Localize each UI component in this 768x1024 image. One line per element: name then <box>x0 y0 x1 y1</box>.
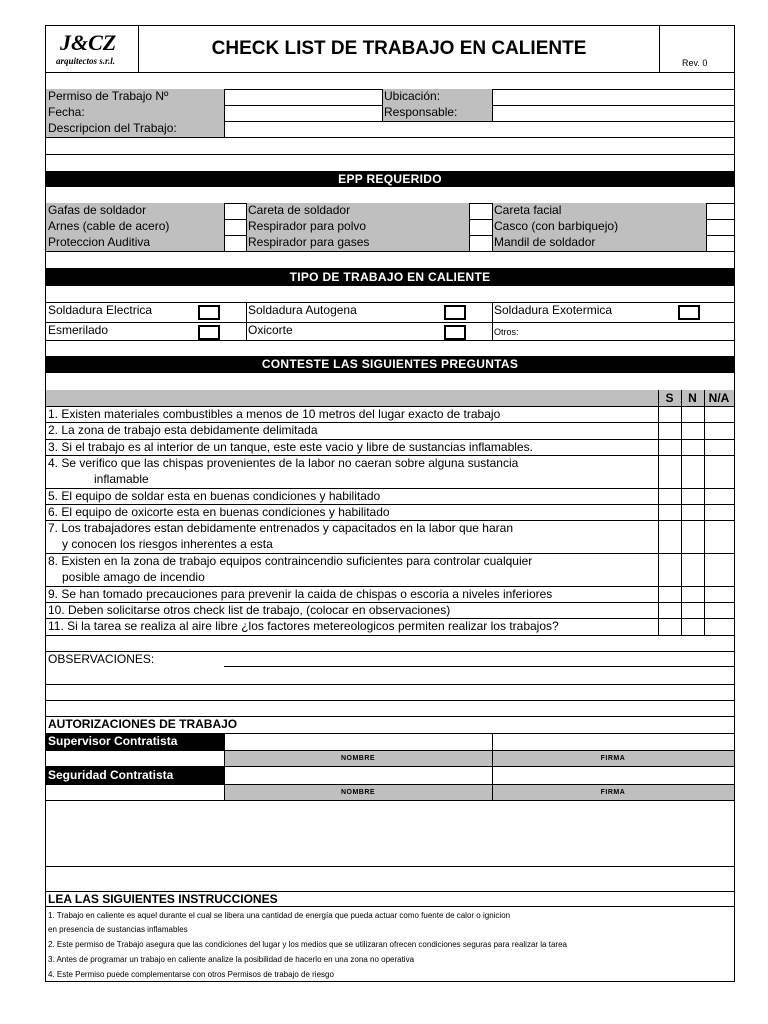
pregunta-text: 9. Se han tomado precauciones para prevenir la caida de chispas o escoria a niveles inferiores <box>48 587 553 601</box>
soldadura-electrica-checkbox[interactable] <box>198 305 220 320</box>
epp-item: Mandil de soldador <box>492 235 706 251</box>
pregunta-text-cont: posible amago de incendio <box>62 570 205 584</box>
observaciones-label: OBSERVACIONES: <box>48 652 155 666</box>
responsable-field[interactable] <box>492 105 734 121</box>
oxicorte-checkbox[interactable] <box>444 325 466 340</box>
page-title: CHECK LIST DE TRABAJO EN CALIENTE <box>138 26 660 72</box>
col-s-header: S <box>665 391 674 405</box>
ubicacion-label: Ubicación: <box>382 89 492 105</box>
pregunta-row <box>46 455 658 488</box>
epp-item: Proteccion Auditiva <box>46 235 224 251</box>
responsable-label: Responsable: <box>382 105 492 121</box>
tipo-item: Esmerilado <box>48 323 109 337</box>
tipo-section-title: TIPO DE TRABAJO EN CALIENTE <box>46 269 734 286</box>
epp-item: Careta facial <box>492 203 706 219</box>
answer-s-column[interactable] <box>658 406 681 635</box>
pregunta-text: 5. El equipo de soldar esta en buenas condiciones y habilitado <box>48 489 381 503</box>
pregunta-text-cont: inflamable <box>94 472 149 486</box>
instruccion-line: en presencia de sustancias inflamables <box>48 925 188 934</box>
pregunta-text: 11. Si la tarea se realiza al aire libre ¿los factores metereologicos permiten realizar los trabajos? <box>48 619 559 633</box>
permiso-label: Permiso de Trabajo Nº <box>46 89 224 105</box>
pregunta-row <box>46 618 658 635</box>
pregunta-row <box>46 504 658 520</box>
seguridad-firma-label: FIRMA <box>492 785 734 800</box>
epp-item: Arnes (cable de acero) <box>46 219 224 235</box>
pregunta-text: 1. Existen materiales combustibles a menos de 10 metros del lugar exacto de trabajo <box>48 407 501 421</box>
pregunta-row <box>46 602 658 618</box>
tipo-item: Soldadura Exotermica <box>494 303 613 317</box>
col-na-header: N/A <box>708 391 730 405</box>
epp-section-title: EPP REQUERIDO <box>46 171 734 187</box>
revision-label: Rev. 0 <box>682 58 708 68</box>
seguridad-firma-field[interactable] <box>492 767 734 784</box>
pregunta-text: 6. El equipo de oxicorte esta en buenas condiciones y habilitado <box>48 505 390 519</box>
logo-sub-text: arquitectos s.r.l. <box>56 56 116 66</box>
seguridad-nombre-label: NOMBRE <box>224 785 492 800</box>
pregunta-text: 4. Se verifico que las chispas provenientes de la labor no caeran sobre alguna sustancia <box>48 456 519 470</box>
preguntas-header-row <box>46 390 734 406</box>
seguridad-label: Seguridad Contratista <box>46 767 224 784</box>
instrucciones-title: LEA LAS SIGUIENTES INSTRUCCIONES <box>48 892 278 906</box>
epp-item: Gafas de soldador <box>46 203 224 219</box>
seguridad-nombre-field[interactable] <box>224 767 492 784</box>
preguntas-section-title: CONTESTE LAS SIGUIENTES PREGUNTAS <box>46 356 734 373</box>
tipo-item: Soldadura Electrica <box>48 303 153 317</box>
supervisor-firma-label: FIRMA <box>492 751 734 766</box>
pregunta-row <box>46 406 658 422</box>
checklist-form <box>45 25 735 982</box>
instruccion-line: 3. Antes de programar un trabajo en caliente analize la posibilidad de hacerlo en una zona no operativa <box>48 955 415 964</box>
pregunta-row <box>46 520 658 553</box>
descripcion-label: Descripcion del Trabajo: <box>46 121 224 137</box>
instruccion-line: 2. Este permiso de Trabajo asegura que las condiciones del lugar y los medios que se utilizaran ofrecen condiciones seguras para realizar la tarea <box>48 940 567 949</box>
pregunta-text: 7. Los trabajadores estan debidamente entrenados y capacitados en la labor que haran <box>48 521 513 535</box>
epp-item: Respirador para gases <box>246 235 469 251</box>
pregunta-row <box>46 488 658 504</box>
epp-item: Respirador para polvo <box>246 219 469 235</box>
pregunta-text: 10. Deben solicitarse otros check list de trabajo, (colocar en observaciones) <box>48 603 451 617</box>
tipo-item: Soldadura Autogena <box>248 303 357 317</box>
pregunta-row <box>46 553 658 586</box>
supervisor-nombre-field[interactable] <box>224 733 492 750</box>
pregunta-text: 2. La zona de trabajo esta debidamente delimitada <box>48 423 318 437</box>
logo <box>52 28 138 72</box>
supervisor-firma-field[interactable] <box>492 733 734 750</box>
epp-item: Casco (con barbiquejo) <box>492 219 706 235</box>
esmerilado-checkbox[interactable] <box>198 325 220 340</box>
soldadura-exotermica-checkbox[interactable] <box>678 305 700 320</box>
epp-checkbox[interactable] <box>706 203 734 251</box>
pregunta-row <box>46 422 658 439</box>
fecha-field[interactable] <box>224 105 382 121</box>
pregunta-text: 8. Existen en la zona de trabajo equipos contraincendio suficientes para controlar cualquier <box>48 554 533 568</box>
supervisor-nombre-label: NOMBRE <box>224 751 492 766</box>
epp-checkbox[interactable] <box>469 203 492 251</box>
ubicacion-field[interactable] <box>492 89 734 105</box>
answer-n-column[interactable] <box>681 406 704 635</box>
descripcion-field[interactable] <box>224 121 734 137</box>
soldadura-autogena-checkbox[interactable] <box>444 305 466 320</box>
instruccion-line: 4. Este Permiso puede complementarse con otros Permisos de trabajo de riesgo <box>48 970 334 979</box>
pregunta-text: 3. Si el trabajo es al interior de un tanque, este este vacio y libre de sustancias inflamables. <box>48 440 533 454</box>
tipo-otros-label: Otros: <box>494 327 519 337</box>
answer-na-column[interactable] <box>704 406 734 635</box>
autorizaciones-title: AUTORIZACIONES DE TRABAJO <box>48 717 238 731</box>
permiso-field[interactable] <box>224 89 382 105</box>
tipo-item: Oxicorte <box>248 323 293 337</box>
supervisor-label: Supervisor Contratista <box>46 733 224 750</box>
epp-checkbox[interactable] <box>224 203 246 251</box>
instruccion-line: 1. Trabajo en caliente es aquel durante el cual se libera una cantidad de energía que pueda actuar como fuente de calor o ignicion <box>48 911 511 920</box>
pregunta-row <box>46 586 658 602</box>
col-n-header: N <box>688 391 697 405</box>
epp-item: Careta de soldador <box>246 203 469 219</box>
observaciones-field[interactable] <box>224 652 734 667</box>
pregunta-row <box>46 439 658 455</box>
fecha-label: Fecha: <box>46 105 224 121</box>
pregunta-text-cont: y conocen los riesgos inherentes a esta <box>62 537 273 551</box>
logo-main-text: J&CZ <box>60 30 117 55</box>
